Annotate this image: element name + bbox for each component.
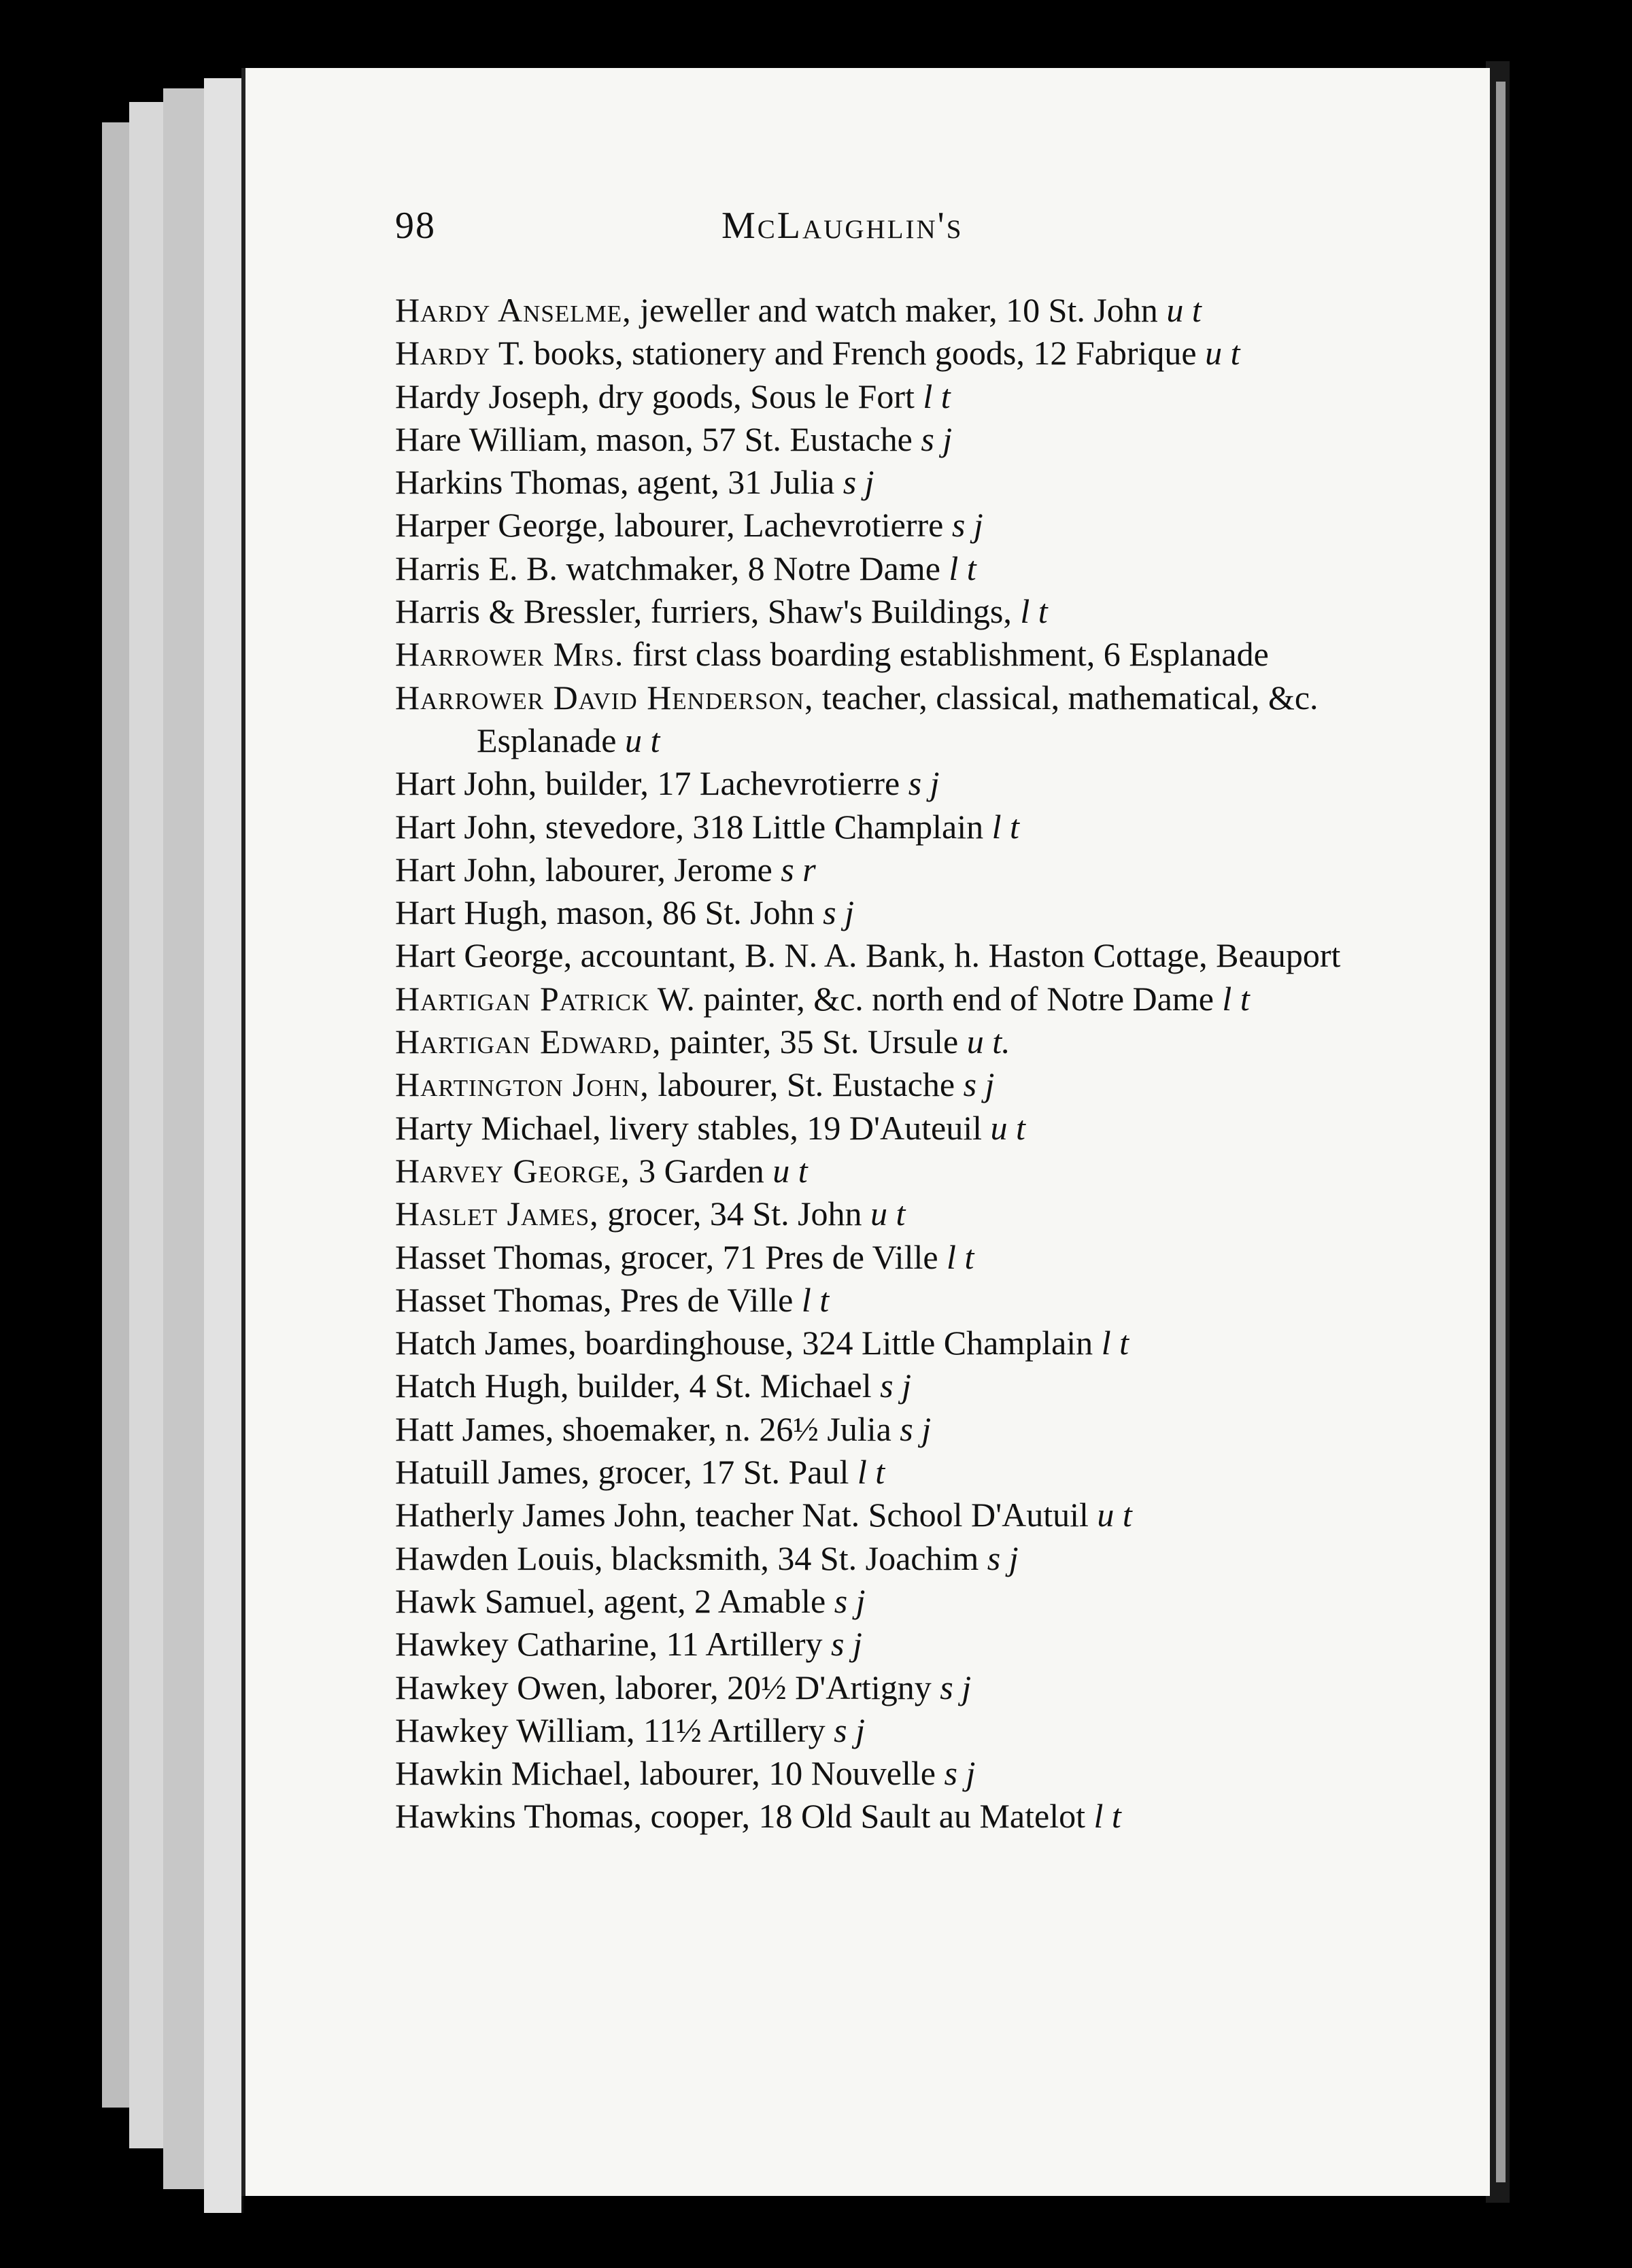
directory-entry xyxy=(395,806,1456,848)
entry-name: Hardy Joseph, xyxy=(395,377,590,415)
entry-name: Hawkin Michael, xyxy=(395,1754,632,1793)
ward-code: u t xyxy=(624,721,660,759)
ward-code: l t xyxy=(1101,1324,1129,1362)
directory-entry xyxy=(395,504,1456,547)
entry-details: teacher Nat. School D'Autuil xyxy=(687,1496,1098,1534)
entry-details: builder, 17 Lachevrotierre xyxy=(537,764,908,803)
ward-code: s j xyxy=(963,1065,995,1104)
entry-name: Hart John, xyxy=(395,850,537,889)
entry-name: Hart John, xyxy=(395,764,537,803)
entry-name: Hatuill James, xyxy=(395,1453,590,1492)
page-header xyxy=(395,204,1449,258)
entry-details: laborer, 20½ D'Artigny xyxy=(607,1668,940,1706)
directory-entry xyxy=(395,1150,1456,1192)
entry-details: boardinghouse, 324 Little Champlain xyxy=(576,1324,1102,1362)
entry-details: labourer, St. Eustache xyxy=(649,1065,964,1104)
entry-name: Harvey George, xyxy=(395,1151,630,1190)
page-edge xyxy=(204,78,243,2213)
page-number: 98 xyxy=(395,205,436,247)
ward-code: l t xyxy=(1222,979,1250,1018)
ward-code: u t xyxy=(1097,1496,1132,1534)
page-edge xyxy=(129,102,165,2148)
entry-name: Harkins Thomas, xyxy=(395,463,629,502)
directory-entry xyxy=(395,762,1456,805)
directory-entry xyxy=(395,418,1456,461)
directory-entry xyxy=(395,676,1456,763)
entry-name: Hardy Anselme, xyxy=(395,291,632,329)
entry-name: Hart Hugh, xyxy=(395,893,548,932)
directory-entry xyxy=(395,1494,1456,1536)
ward-code: s j xyxy=(880,1367,912,1405)
entry-name: Harrower David Henderson, xyxy=(395,678,814,717)
ward-code: l t xyxy=(947,1237,974,1276)
page-edge xyxy=(163,88,206,2189)
directory-entry xyxy=(395,1364,1456,1407)
entry-details: furriers, Shaw's Buildings, xyxy=(642,592,1021,631)
entry-details: grocer, 71 Pres de Ville xyxy=(611,1237,947,1276)
directory-entry xyxy=(395,1623,1456,1666)
entry-name: Hart George, xyxy=(395,936,573,975)
entry-details: builder, 4 St. Michael xyxy=(568,1367,881,1405)
directory-entry xyxy=(395,1322,1456,1364)
entry-name: Hawkey Catharine, xyxy=(395,1625,658,1664)
ward-code: l t xyxy=(1093,1797,1121,1836)
entry-name: Hatch Hugh, xyxy=(395,1367,569,1405)
entry-name: Hatherly James John, xyxy=(395,1496,687,1534)
entry-details: 11 Artillery xyxy=(657,1625,832,1664)
ward-code: l t xyxy=(949,549,976,587)
directory-entry xyxy=(395,1795,1456,1838)
directory-entry xyxy=(395,375,1456,418)
directory-entry xyxy=(395,1236,1456,1279)
entry-details: labourer, Jerome xyxy=(537,850,781,889)
ward-code: s j xyxy=(908,764,940,803)
directory-entry xyxy=(395,1020,1456,1063)
directory-entry xyxy=(395,1709,1456,1752)
entry-details: cooper, 18 Old Sault au Matelot xyxy=(641,1797,1094,1836)
directory-entry xyxy=(395,1279,1456,1322)
directory-entry xyxy=(395,1451,1456,1494)
ward-code: u t. xyxy=(966,1023,1010,1061)
page xyxy=(241,68,1490,2196)
directory-entry xyxy=(395,1408,1456,1451)
entry-details: first class boarding establishment, 6 Esplanade xyxy=(624,635,1269,674)
directory-entry xyxy=(395,590,1456,633)
entry-name: Hawkey William, xyxy=(395,1711,635,1749)
directory-entry xyxy=(395,289,1456,332)
directory-entry xyxy=(395,934,1456,977)
directory-entry xyxy=(395,891,1456,934)
directory-entries xyxy=(395,289,1456,1838)
ward-code: l t xyxy=(923,377,951,415)
entry-name: Haslet James, xyxy=(395,1195,599,1233)
ward-code: l t xyxy=(991,807,1019,846)
directory-entry xyxy=(395,1752,1456,1795)
entry-details: W. painter, &c. north end of Notre Dame xyxy=(649,979,1223,1018)
entry-details: accountant, B. N. A. Bank, h. Haston Cottage, Beauport xyxy=(572,936,1341,975)
entry-details: labourer, 10 Nouvelle xyxy=(631,1754,945,1793)
directory-entry xyxy=(395,1063,1456,1106)
entry-details: agent, 31 Julia xyxy=(628,463,843,502)
entry-details: shoemaker, n. 26½ Julia xyxy=(554,1409,900,1448)
ward-code: s j xyxy=(921,419,953,458)
directory-entry xyxy=(395,978,1456,1020)
entry-name: Harris E. B. xyxy=(395,549,558,587)
entry-details: watchmaker, 8 Notre Dame xyxy=(557,549,949,587)
directory-entry xyxy=(395,461,1456,504)
entry-name: Hardy xyxy=(395,334,491,373)
ward-code: s j xyxy=(831,1625,862,1664)
ward-code: u t xyxy=(870,1195,906,1233)
ward-code: u t xyxy=(990,1108,1025,1147)
ward-code: s j xyxy=(944,1754,976,1793)
ward-code: l t xyxy=(1020,592,1048,631)
entry-details: T. books, stationery and French goods, 12 Fabrique xyxy=(490,334,1206,373)
ward-code: s j xyxy=(843,463,874,502)
entry-name: Harris & Bressler, xyxy=(395,592,643,631)
ward-code: l t xyxy=(801,1280,830,1319)
directory-entry xyxy=(395,848,1456,891)
directory-entry xyxy=(395,1107,1456,1150)
entry-details: Pres de Ville xyxy=(611,1280,802,1319)
directory-entry xyxy=(395,332,1456,375)
entry-name: Harty Michael, xyxy=(395,1108,601,1147)
entry-details: mason, 86 St. John xyxy=(547,893,823,932)
entry-name: Hawkins Thomas, xyxy=(395,1797,642,1836)
ward-code: l t xyxy=(857,1453,885,1492)
entry-details: jeweller and watch maker, 10 St. John xyxy=(631,291,1167,329)
entry-details: 11½ Artillery xyxy=(634,1711,834,1749)
entry-details: agent, 2 Amable xyxy=(595,1581,834,1620)
ward-code: s j xyxy=(823,893,855,932)
ward-code: u t xyxy=(772,1151,808,1190)
ward-code: u t xyxy=(1205,334,1240,373)
entry-details: livery stables, 19 D'Auteuil xyxy=(600,1108,991,1147)
ward-code: s j xyxy=(940,1668,972,1706)
entry-details: mason, 57 St. Eustache xyxy=(588,419,921,458)
running-head: McLaughlin's xyxy=(721,205,964,247)
page-edge xyxy=(1496,82,1506,2182)
entry-name: Hartigan Patrick xyxy=(395,979,650,1018)
ward-code: s r xyxy=(781,850,816,889)
entry-details: painter, 35 St. Ursule xyxy=(661,1023,967,1061)
ward-code: s j xyxy=(834,1711,865,1749)
directory-entry xyxy=(395,1580,1456,1623)
entry-name: Hare William, xyxy=(395,419,588,458)
entry-name: Hatt James, xyxy=(395,1409,554,1448)
entry-details: grocer, 17 St. Paul xyxy=(590,1453,857,1492)
directory-entry xyxy=(395,633,1456,676)
ward-code: s j xyxy=(900,1409,932,1448)
ward-code: u t xyxy=(1166,291,1202,329)
entry-name: Hartington John, xyxy=(395,1065,649,1104)
directory-entry xyxy=(395,1192,1456,1235)
entry-name: Hasset Thomas, xyxy=(395,1237,612,1276)
entry-name: Hartigan Edward, xyxy=(395,1023,662,1061)
entry-details: stevedore, 318 Little Champlain xyxy=(537,807,992,846)
entry-name: Hawk Samuel, xyxy=(395,1581,596,1620)
ward-code: s j xyxy=(951,506,983,545)
entry-details: labourer, Lachevrotierre xyxy=(606,506,952,545)
ward-code: s j xyxy=(987,1539,1019,1577)
entry-name: Harper George, xyxy=(395,506,607,545)
entry-name: Hawkey Owen, xyxy=(395,1668,607,1706)
directory-entry xyxy=(395,547,1456,590)
entry-name: Harrower Mrs. xyxy=(395,635,624,674)
entry-name: Hatch James, xyxy=(395,1324,577,1362)
entry-name: Hasset Thomas, xyxy=(395,1280,612,1319)
page-edge xyxy=(102,122,131,2108)
entry-details: blacksmith, 34 St. Joachim xyxy=(602,1539,987,1577)
entry-name: Hawden Louis, xyxy=(395,1539,603,1577)
ward-code: s j xyxy=(834,1581,866,1620)
entry-details: teacher, classical, mathematical, &c. Esplanade xyxy=(477,678,1319,759)
entry-details: 3 Garden xyxy=(630,1151,773,1190)
entry-details: grocer, 34 St. John xyxy=(598,1195,871,1233)
directory-entry xyxy=(395,1537,1456,1580)
entry-details: dry goods, Sous le Fort xyxy=(590,377,923,415)
directory-entry xyxy=(395,1666,1456,1709)
entry-name: Hart John, xyxy=(395,807,537,846)
